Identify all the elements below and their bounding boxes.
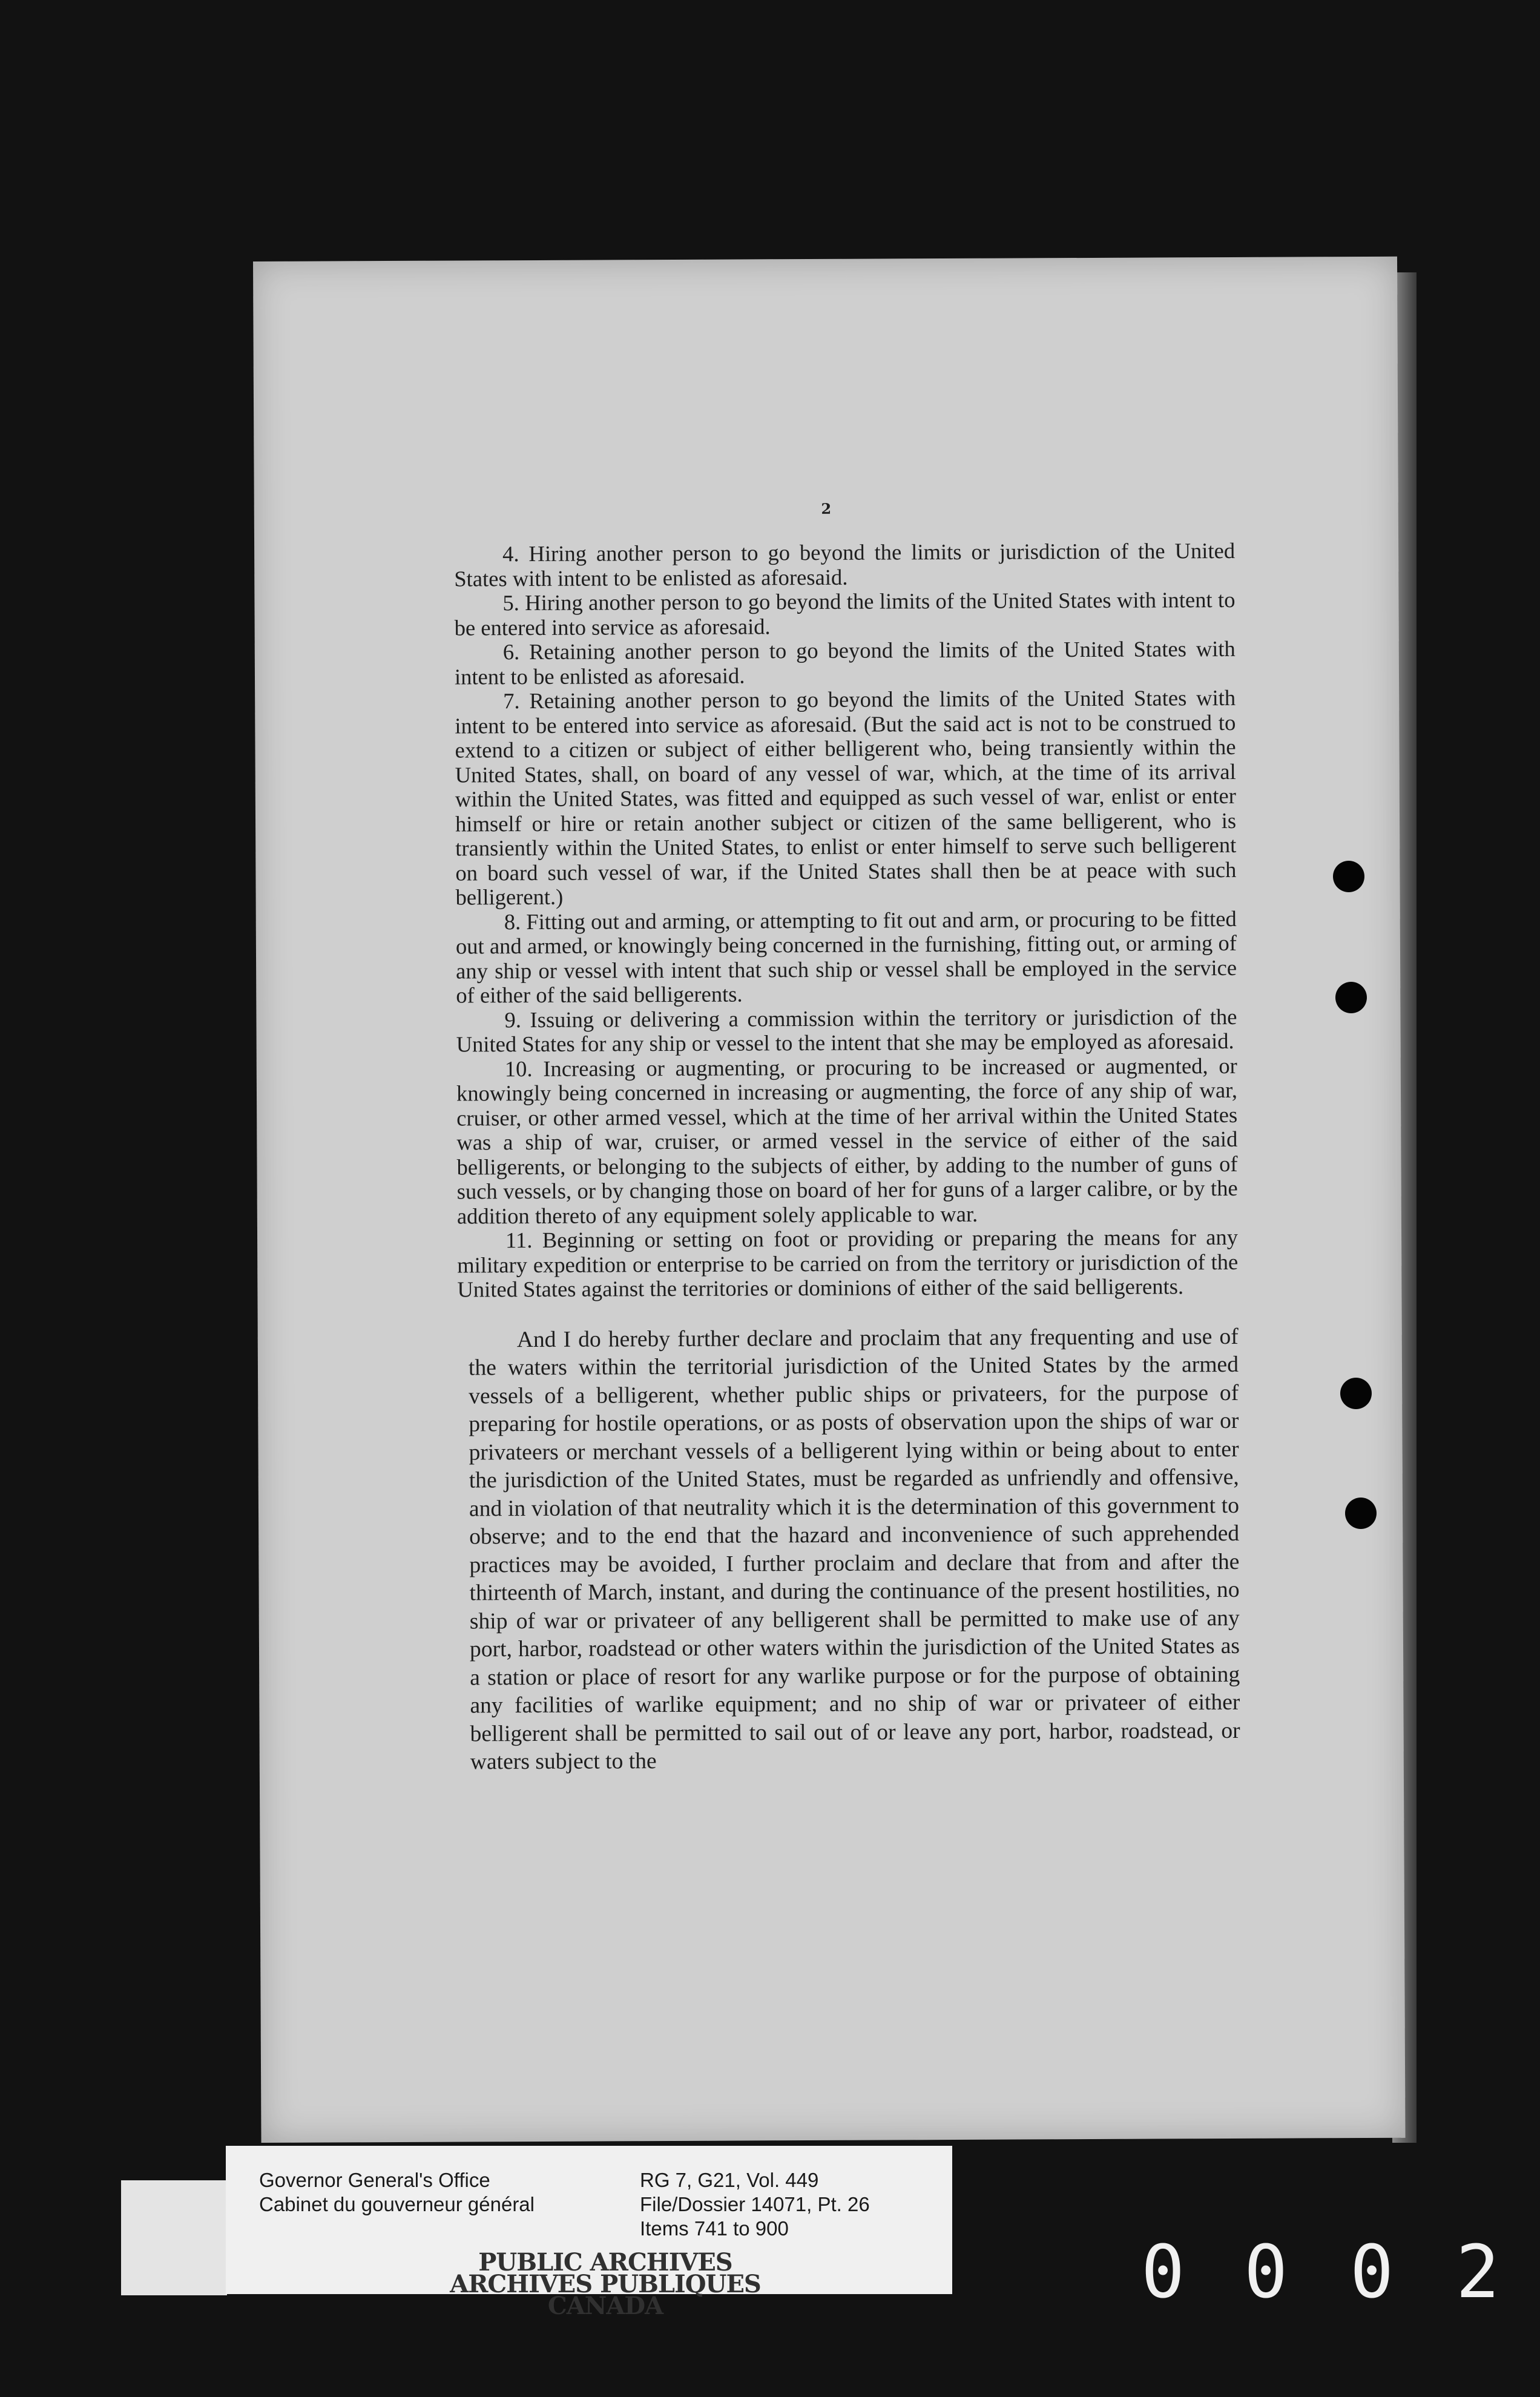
- stamp-line-canada: CANADA: [547, 2292, 663, 2320]
- office-english: Governor General's Office: [259, 2169, 490, 2191]
- punch-hole-4: [1345, 1498, 1377, 1529]
- paragraph-item-5: 5. Hiring another person to go beyond the limits of the United States with intent to be entered into service as aforesaid.: [454, 587, 1236, 640]
- stamp-line-archives-publiques: ARCHIVES PUBLIQUES: [450, 2270, 761, 2298]
- paragraph-item-6: 6. Retaining another person to go beyond the limits of the United States with intent to be enlisted as aforesaid.: [454, 636, 1236, 689]
- paragraph-item-7: 7. Retaining another person to go beyond the limits of the United States with intent to be entered into service as aforesaid. (But the said act is not to be construed to extend to a citizen or subject of either belligerent who, being transiently within the United States, shall, on board of any vessel of war, which, at the time of its arrival within the United States, was fitted and equipped as such vessel of war, enlist or enter himself or hire or retain another subject or citizen of the same belligerent, who is transiently within the United States, to enlist or enter himself to serve such belligerent on board such vessel of war, if the United States shall then be at peace with such belligerent.): [455, 685, 1237, 910]
- page-number: 2: [821, 499, 832, 518]
- paragraph-item-10: 10. Increasing or augmenting, or procuring to be increased or augmented, or knowingly being concerned in increasing or augmenting, the force of any ship of war, cruiser, or other armed vessel, which at the time of her arrival within the United States was a ship of war, cruiser, or armed vessel in the service of either of the said belligerents, or belonging to the subjects of either, by adding to the number of guns of such vessels, or by changing those on board of her for guns of a larger calibre, or by the addition thereto of any equipment solely applicable to war.: [456, 1053, 1238, 1229]
- record-group: RG 7, G21, Vol. 449: [640, 2169, 819, 2191]
- frame-number-digit-4: 2: [1456, 2231, 1500, 2315]
- punch-hole-1: [1333, 861, 1364, 892]
- frame-number-digit-3: 0: [1350, 2231, 1394, 2315]
- paragraph-item-9: 9. Issuing or delivering a commission within the territory or jurisdiction of the United States for any ship or vessel to the intent that she may be employed as aforesaid.: [456, 1004, 1237, 1057]
- item-range: Items 741 to 900: [640, 2217, 789, 2240]
- punch-hole-3: [1340, 1378, 1372, 1409]
- punch-hole-2: [1335, 982, 1367, 1013]
- archives-stamp: [393, 2248, 817, 2320]
- office-french: Cabinet du gouverneur général: [259, 2193, 535, 2215]
- archive-label-strip: [121, 2180, 227, 2295]
- frame-number-digit-1: 0: [1141, 2231, 1185, 2315]
- document-body: [454, 539, 1240, 1777]
- frame-number-digit-2: 0: [1244, 2231, 1288, 2315]
- paragraph-item-8: 8. Fitting out and arming, or attempting to fit out and arm, or procuring to be fitted out and armed, or knowingly being concerned in the furnishing, fitting out, or arming of any ship or vessel with intent that such ship or vessel shall be employed in the service of either of the said belligerents.: [455, 906, 1237, 1008]
- document-page: [253, 257, 1406, 2143]
- paragraph-item-4: 4. Hiring another person to go beyond the limits or jurisdiction of the United States with intent to be enlisted as aforesaid.: [454, 538, 1236, 591]
- proclamation-paragraph: And I do hereby further declare and proclaim that any frequenting and use of the waters within the territorial jurisdiction of the United States by the armed vessels of a belligerent, whether public ships or privateers, for the purpose of preparing for hostile operations, or as posts of observation upon the ships of war or privateers or merchant vessels of a belligerent lying within or being about to enter the jurisdiction of the United States, must be regarded as unfriendly and offensive, and in violation of that neutrality which it is the determination of this government to observe; and to the end that the hazard and inconvenience of such apprehended practices may be avoided, I further proclaim and declare that from and after the thirteenth of March, instant, and during the continuance of the present hostilities, no ship of war or privateer of any belligerent shall be permitted to make use of any port, harbor, roadstead or other waters within the jurisdiction of the United States as a station or place of resort for any warlike purpose or for the purpose of obtaining any facilities of warlike equipment; and no ship of war or privateer of either belligerent shall be permitted to sail out of or leave any port, harbor, roadstead, or waters subject to the: [468, 1324, 1240, 1775]
- file-dossier: File/Dossier 14071, Pt. 26: [640, 2193, 870, 2215]
- stamp-line-public-archives: PUBLIC ARCHIVES: [478, 2248, 732, 2277]
- paragraph-item-11: 11. Beginning or setting on foot or providing or preparing the means for any military expedition or enterprise to be carried on from the territory or jurisdiction of the United States against the territories or dominions of either of the said belligerents.: [457, 1224, 1239, 1302]
